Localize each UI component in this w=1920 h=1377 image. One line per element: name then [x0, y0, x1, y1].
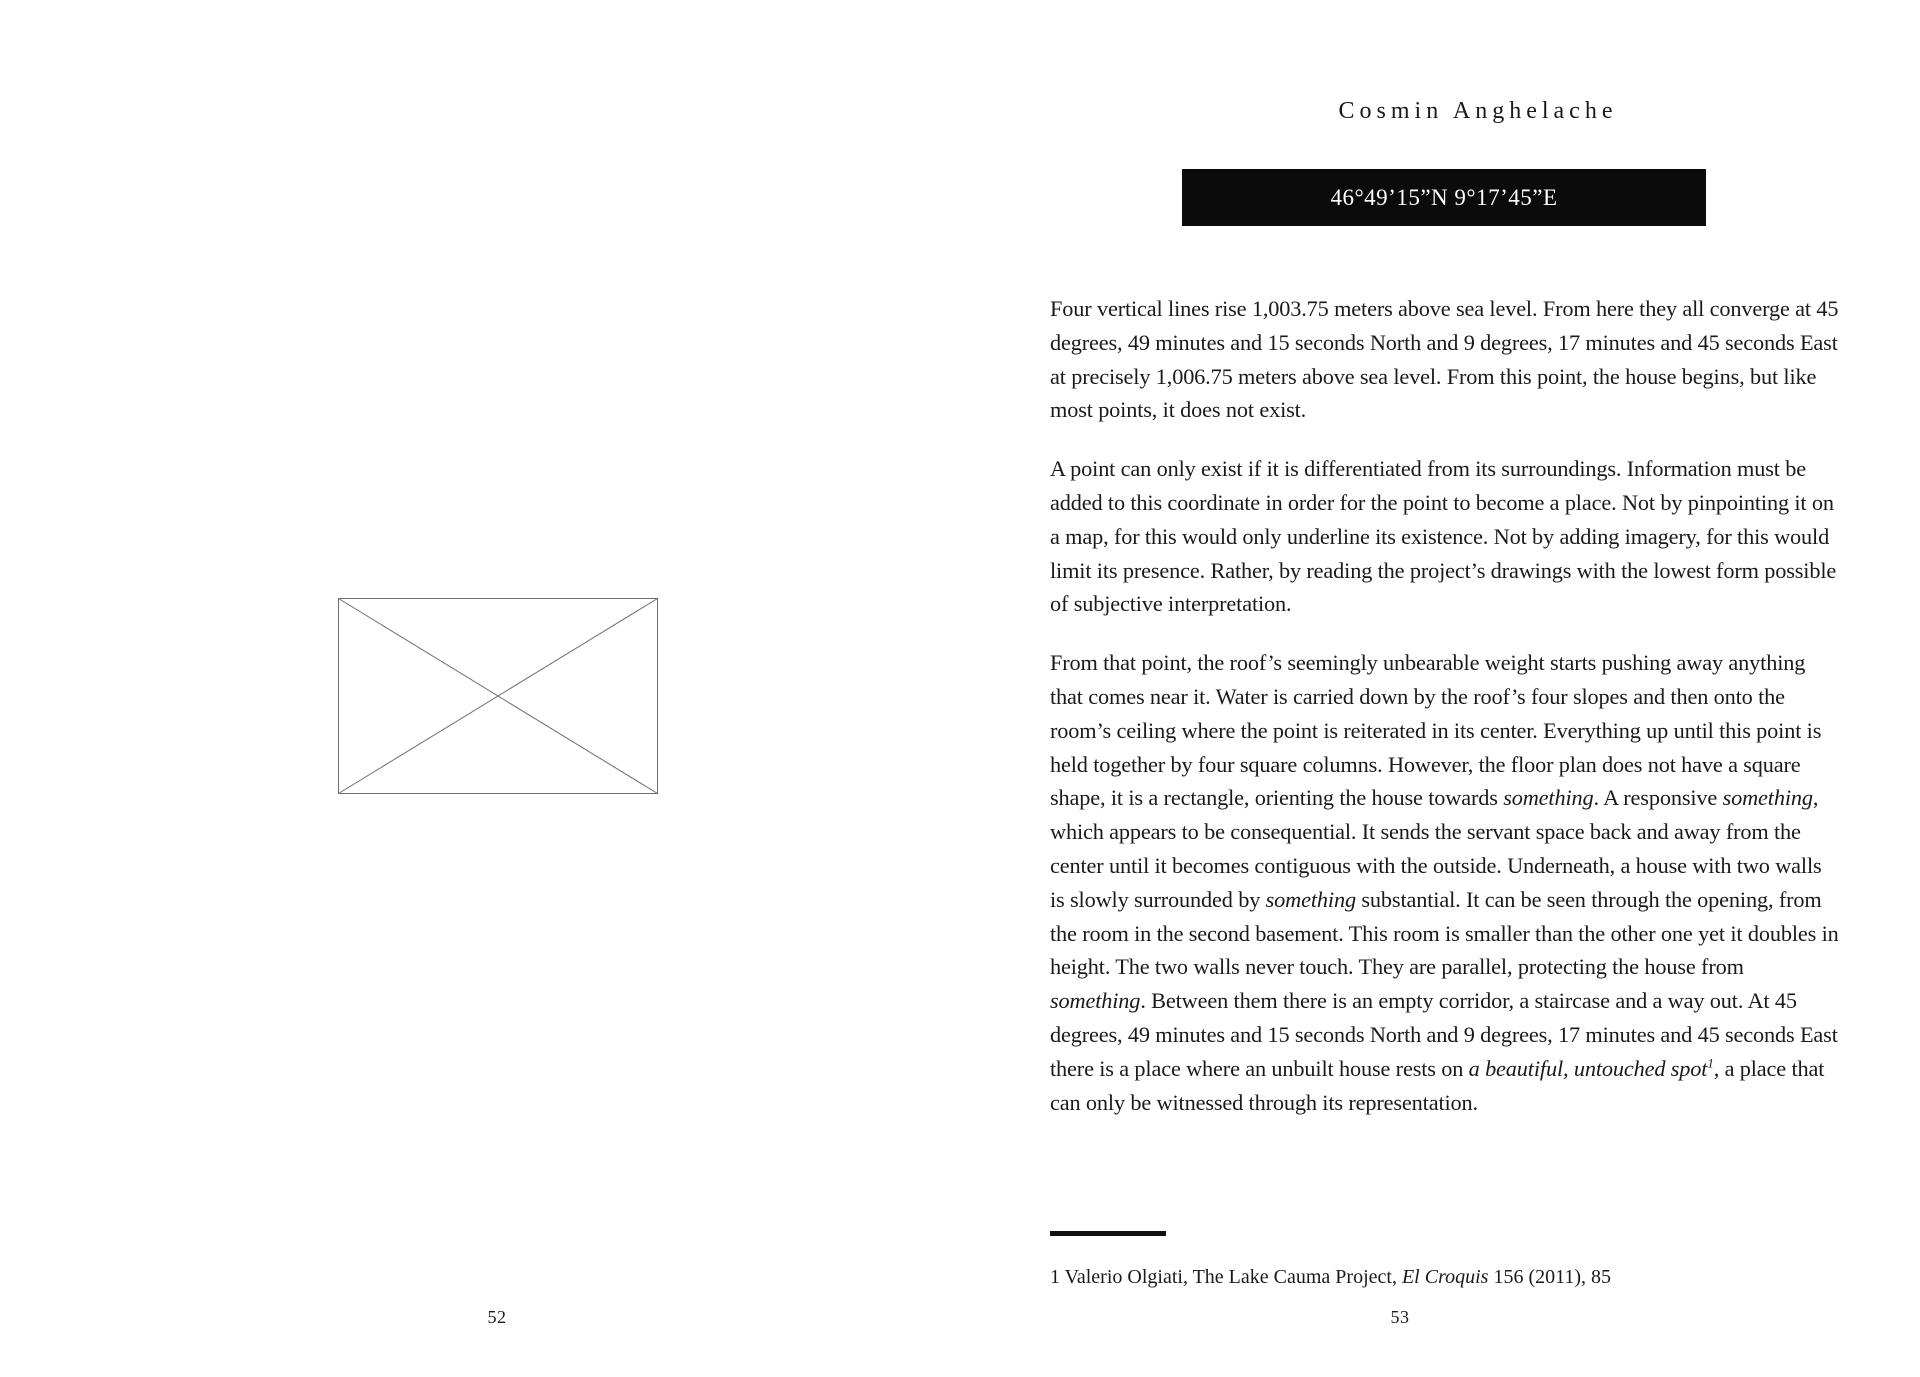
coordinates-text: 46°49’15”N 9°17’45”E: [1330, 184, 1558, 210]
image-placeholder-graphic: [338, 598, 658, 794]
text-run: , a place that can only be witnessed through its representation.: [1050, 1055, 1825, 1115]
footnote-text-end: 156 (2011), 85: [1488, 1266, 1612, 1288]
italic-run: something: [1050, 988, 1141, 1014]
right-page: [960, 0, 1920, 1377]
text-run: . Between them there is an empty corridor, a staircase and a way out. At 45 degrees, 49 minutes and 15 seconds North and 9 degrees, 17 minutes and 45 seconds East there is a place where an unbuilt house rests on: [1050, 988, 1838, 1081]
running-head-author: Cosmin Anghelache: [1338, 98, 1618, 124]
footnote-marker-number: 1: [1707, 1055, 1714, 1071]
text-run: , which appears to be consequential. It sends the servant space back and away from the center until it becomes contiguous with the outside. Underneath, a house with two walls is slowly surrounded by: [1050, 785, 1822, 912]
footnote-text: 1 Valerio Olgiati, The Lake Cauma Project,: [1050, 1266, 1402, 1288]
italic-run: something: [1265, 886, 1356, 912]
paragraph-3: [1050, 646, 1840, 1119]
paragraph-1: Four vertical lines rise 1,003.75 meters above sea level. From here they all converge at 45 degrees, 49 minutes and 15 seconds North and 9 degrees, 17 minutes and 45 seconds East at precisely 1,006.75 meters above sea level. From this point, the house begins, but like most points, it does not exist.: [1050, 296, 1839, 423]
italic-run: a beautiful, untouched spot: [1468, 1055, 1708, 1081]
page-number-right: 53: [1390, 1307, 1410, 1327]
text-run: . A responsive: [1593, 785, 1723, 811]
footnote-divider: [1050, 1231, 1166, 1236]
italic-run: something: [1503, 785, 1594, 811]
italic-run: something: [1722, 785, 1813, 811]
page-number-left: 52: [487, 1307, 507, 1327]
coordinates-banner: [1182, 169, 1706, 226]
footnote-journal-title: El Croquis: [1401, 1266, 1489, 1288]
crossed-box-icon: [338, 598, 658, 794]
text-run: substantial. It can be seen through the opening, from the room in the second basement. This room is smaller than the other one yet it doubles in height. The two walls never touch. They are parallel, protecting the house from: [1050, 886, 1839, 980]
footnote: [1050, 1264, 1830, 1290]
paragraph-2: A point can only exist if it is differentiated from its surroundings. Information must be added to this coordinate in order for the point to become a place. Not by pinpointing it on a map, for this would only underline its existence. Not by adding imagery, for this would limit its presence. Rather, by reading the project’s drawings with the lowest form possible of subjective interpretation.: [1050, 456, 1837, 617]
body-text: [1050, 292, 1840, 1119]
text-run: From that point, the roof’s seemingly unbearable weight starts pushing away anything that comes near it. Water is carried down by the roof’s four slopes and then onto the room’s ceiling where the point is reiterated in its center. Everything up until this point is held together by four square columns. However, the floor plan does not have a square shape, it is a rectangle, orienting the house towards: [1050, 650, 1822, 811]
